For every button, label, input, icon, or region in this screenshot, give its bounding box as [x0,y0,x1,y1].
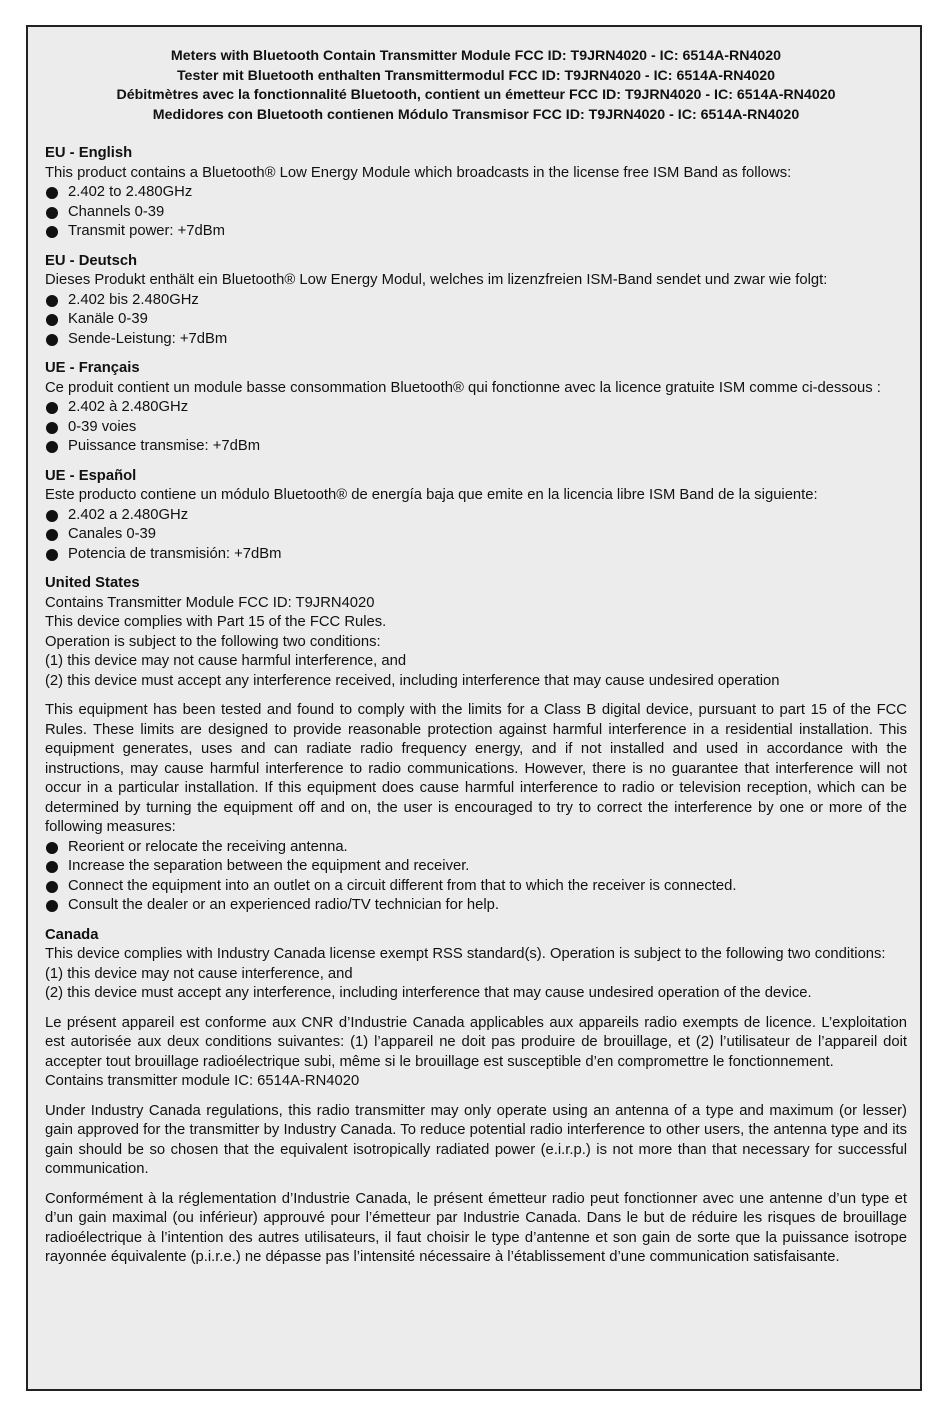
bullet-icon [46,842,58,854]
fcc-header [45,47,907,125]
bullet-icon [46,314,58,326]
list-item: Reorient or relocate the receiving antenna. [45,838,907,858]
list-item: 2.402 a 2.480GHz [45,506,907,526]
section-fcc-class-b [45,701,907,916]
list-item: 2.402 bis 2.480GHz [45,291,907,311]
bullet-icon [46,510,58,522]
text-line: Contains transmitter module IC: 6514A-RN4020 [45,1073,360,1089]
list-item: Canales 0-39 [45,525,907,545]
list-item: Kanäle 0-39 [45,310,907,330]
section-intro: This product contains a Bluetooth® Low Energy Module which broadcasts in the license free ISM Band as follows: [45,164,792,181]
section-heading: EU - English [45,145,133,161]
list-item: Sende-Leistung: +7dBm [45,330,907,350]
text-line: Operation is subject to the following two conditions: [45,633,381,650]
section-canada-antenna-french [45,1190,907,1268]
section-intro: Dieses Produkt enthält ein Bluetooth® Low Energy Modul, welches im lizenzfreien ISM-Band sendet und zwar wie folgt: [45,272,828,288]
section-heading: Canada [45,926,99,943]
section-canada [45,926,907,1004]
list-item: 0-39 voies [45,418,907,438]
section-intro: Ce produit contient un module basse consommation Bluetooth® qui fonctionne avec la licence gratuite ISM comme ci-dessous : [45,379,881,396]
bullet-icon [46,861,58,873]
paragraph: Le présent appareil est conforme aux CNR d’Industrie Canada applicables aux appareils radio exempts de licence. L’exploitation est autorisée aux deux conditions suivantes: (1) l’appareil ne doit pas produire de brouillage, et (2) l’utilisateur de l’appareil doit accepter tout brouillage radioélectrique subi, même si le brouillage est susceptible d’en compromettre le fonctionnement. [45,1014,907,1070]
list-item: Channels 0-39 [45,203,907,223]
section-heading: United States [45,575,140,591]
paragraph: This equipment has been tested and found to comply with the limits for a Class B digital device, pursuant to part 15 of the FCC Rules. These limits are designed to provide reasonable protection against harmful interference in a residential installation. This equipment generates, uses and can radiate radio frequency energy, and if not installed and used in accordance with the instructions, may cause harmful interference to radio communications. However, there is no guarantee that interference will not occur in a particular installation. If this equipment does cause harmful interference to radio or television reception, which can be determined by turning the equipment off and on, the user is encouraged to try to correct the interference by one or more of the following measures: [45,702,907,835]
list-item: Transmit power: +7dBm [45,222,907,242]
bullet-icon [46,422,58,434]
list-item: 2.402 à 2.480GHz [45,398,907,418]
section-canada-french [45,1014,907,1092]
list-item: Puissance transmise: +7dBm [45,437,907,457]
section-heading: UE - Español [45,467,137,484]
sheet-content [45,47,907,1278]
bullet-icon [46,187,58,199]
section-united-states [45,574,907,691]
bullet-icon [46,549,58,561]
bullet-icon [46,881,58,893]
bullet-list [45,506,907,565]
list-item: Connect the equipment into an outlet on a circuit different from that to which the receiver is connected. [45,877,907,897]
bullet-list [45,291,907,350]
section-eu-deutsch [45,252,907,350]
bullet-icon [46,529,58,541]
paragraph: Under Industry Canada regulations, this radio transmitter may only operate using an antenna of a type and maximum (or lesser) gain approved for the transmitter by Industry Canada. To reduce potential radio interference to other users, the antenna type and its gain should be so chosen that the equivalent isotropically radiated power (e.i.r.p.) is not more than that necessary for successful communication. [45,1102,907,1177]
text-line: (2) this device must accept any interference received, including interference that may cause undesired operation [45,672,780,689]
bullet-list [45,838,907,916]
bullet-icon [46,441,58,453]
bullet-icon [46,226,58,238]
text-line: Contains Transmitter Module FCC ID: T9JRN4020 [45,594,375,611]
section-eu-english [45,144,907,242]
paragraph: This device complies with Industry Canada license exempt RSS standard(s). Operation is subject to the following two conditions: [45,946,886,962]
section-heading: UE - Français [45,360,140,376]
header-line-de: Tester mit Bluetooth enthalten Transmittermodul FCC ID: T9JRN4020 - IC: 6514A-RN4020 [176,67,776,84]
bullet-icon [46,207,58,219]
section-eu-espanol [45,467,907,565]
text-line: (1) this device may not cause harmful interference, and [45,653,407,669]
bullet-icon [46,295,58,307]
list-item: Increase the separation between the equipment and receiver. [45,857,907,877]
section-eu-francais [45,359,907,457]
section-intro: Este producto contiene un módulo Bluetooth® de energía baja que emite en la licencia libre ISM Band de la siguiente: [45,487,818,503]
list-item: 2.402 to 2.480GHz [45,183,907,203]
compliance-sheet [26,25,922,1391]
header-line-fr: Débitmètres avec la fonctionnalité Bluetooth, contient un émetteur FCC ID: T9JRN4020 - IC: 6514A-RN4020 [116,87,836,103]
section-heading: EU - Deutsch [45,252,138,269]
bullet-list [45,183,907,242]
bullet-icon [46,334,58,346]
header-line-es: Medidores con Bluetooth contienen Módulo Transmisor FCC ID: T9JRN4020 - IC: 6514A-RN4020 [152,106,800,123]
list-item: Potencia de transmisión: +7dBm [45,545,907,565]
list-item: Consult the dealer or an experienced radio/TV technician for help. [45,896,907,916]
paragraph: Conformément à la réglementation d’Industrie Canada, le présent émetteur radio peut fonctionner avec une antenne d’un type et d’un gain maximal (ou inférieur) approuvé pour l’émetteur par Industrie Canada. Dans le but de réduire les risques de brouillage radioélectrique à l’intention des autres utilisateurs, il faut choisir le type d’antenne et son gain de sorte que la puissance isotrope rayonnée équivalente (p.i.r.e.) ne dépasse pas l’intensité nécessaire à l’établissement d’une communication satisfaisante. [45,1190,907,1265]
bullet-list [45,398,907,457]
text-line: (2) this device must accept any interference, including interference that may cause undesired operation of the device. [45,985,812,1001]
bullet-icon [46,900,58,912]
text-line: This device complies with Part 15 of the FCC Rules. [45,614,387,630]
header-line-en: Meters with Bluetooth Contain Transmitter Module FCC ID: T9JRN4020 - IC: 6514A-RN4020 [170,48,782,64]
text-line: (1) this device may not cause interference, and [45,965,353,982]
section-canada-antenna [45,1102,907,1180]
bullet-icon [46,402,58,414]
